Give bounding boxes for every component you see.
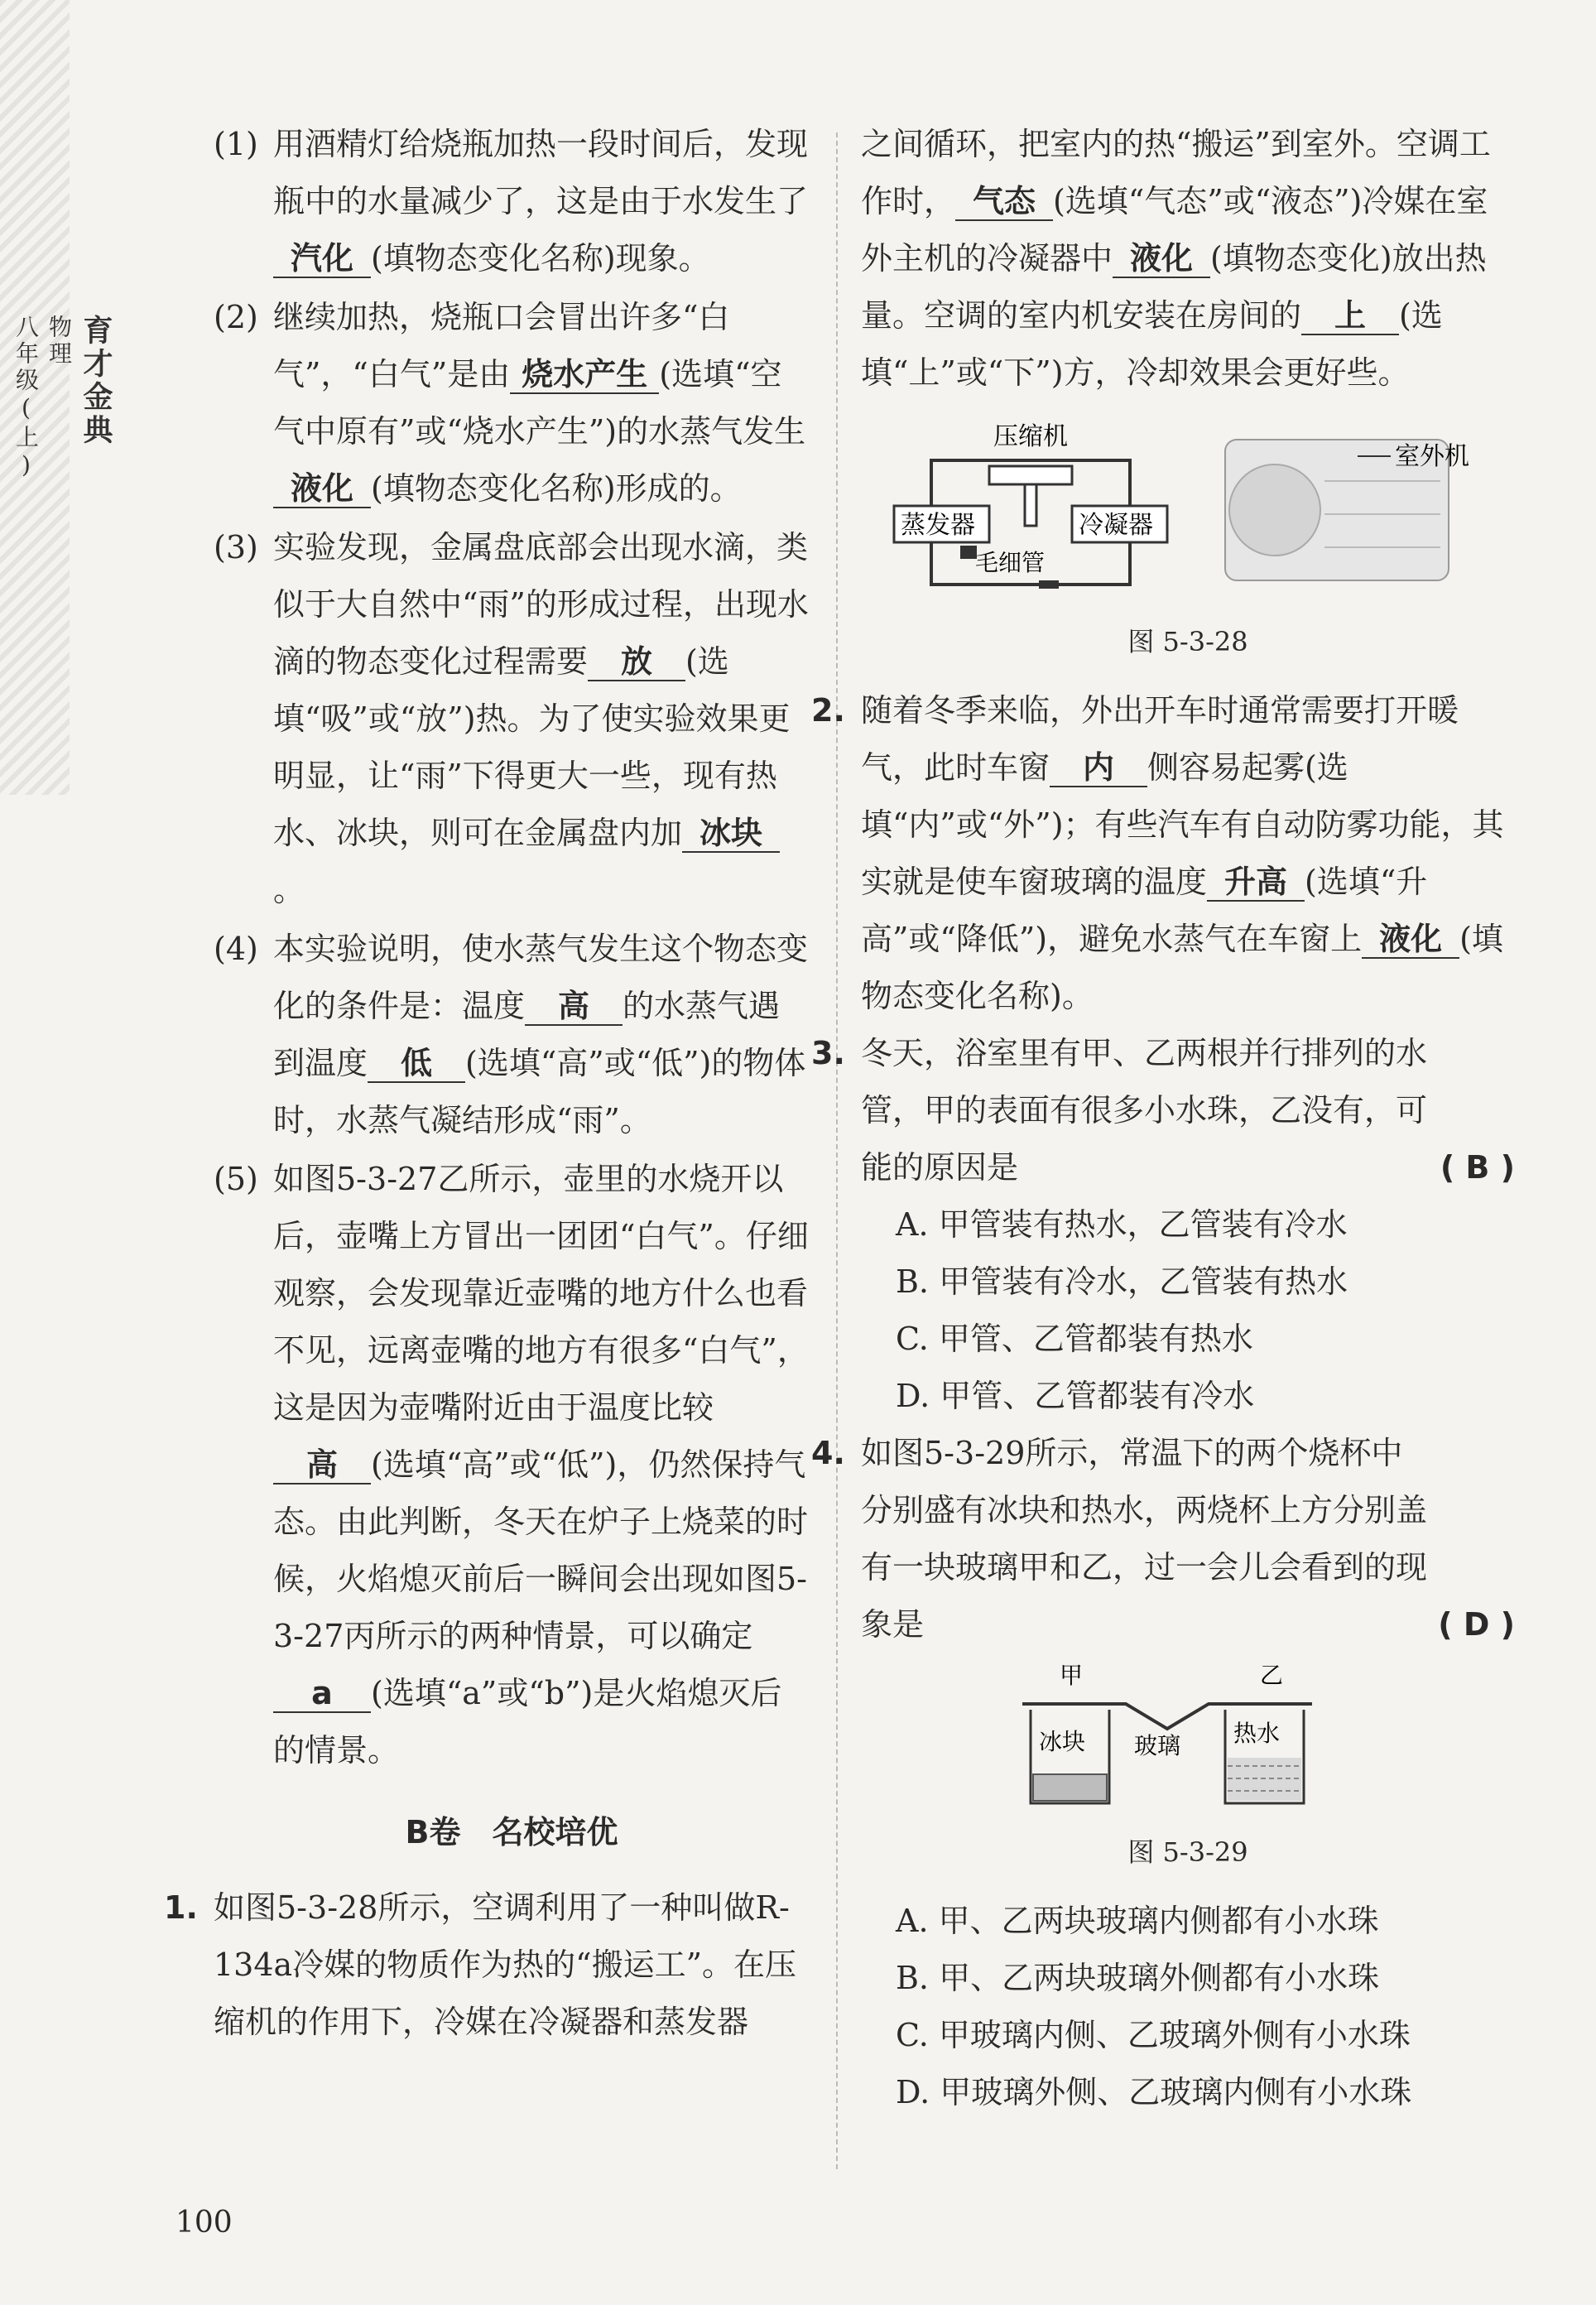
- answer-blank: 低: [368, 1045, 465, 1083]
- item-2: (2) 继续加热，烧瓶口会冒出许多“白气”，“白气”是由 烧水产生 (选填“空气中原有”或“烧水产生”)的水蒸气发生液化 (填物态变化名称)形成的。: [214, 299, 806, 507]
- glass-label: 玻璃: [1134, 1732, 1181, 1759]
- question-3: 3. 冬天，浴室里有甲、乙两根并行排列的水管，甲的表面有很多小水珠，乙没有，可能的原因是 ( B ): [861, 1025, 1515, 1196]
- figure-caption-29: 图 5-3-29: [1127, 1836, 1248, 1868]
- answer-choice: ( B ): [1440, 1149, 1515, 1186]
- compressor-label: 压缩机: [993, 422, 1068, 451]
- figure-5-3-29: [861, 1658, 1515, 1816]
- option-a: A. 甲管装有热水，乙管装有冷水: [896, 1206, 1348, 1243]
- glass-yi-label: 乙: [1260, 1662, 1284, 1689]
- answer-blank: 内: [1050, 749, 1147, 787]
- answer-blank: 高: [273, 1446, 371, 1485]
- brand-title: 育才金典: [79, 315, 113, 447]
- item-4: (4) 本实验说明，使水蒸气发生这个物态变化的条件是：温度 高 的水蒸气遇到温度 低 (选填“高”或“低”)的物体时，水蒸气凝结形成“雨”。: [214, 931, 809, 1138]
- question-1-continued: 之间循环，把室内的热“搬运”到室外。空调工作时， 气态 (选填“气态”或“液态”)冷媒在室外主机的冷凝器中 液化 (填物态变化)放出热量。空调的室内机安装在房间的 上 (选填“上”或“下”)方，冷却效果会更好些。: [861, 126, 1491, 391]
- right-column: [811, 116, 1515, 2121]
- answer-blank: 升高: [1207, 864, 1305, 902]
- answer-blank: 液化: [1362, 921, 1459, 959]
- valve-mark: [1039, 580, 1059, 589]
- answer-blank: 上: [1301, 297, 1399, 335]
- glass-jia-label: 甲: [1060, 1662, 1084, 1689]
- answer-blank: a: [273, 1675, 371, 1713]
- answer-blank: 冰块: [682, 815, 780, 853]
- option-b: B. 甲、乙两块玻璃外侧都有小水珠: [896, 1960, 1380, 1996]
- ice-label: 冰块: [1039, 1728, 1086, 1755]
- question-1: 1. 如图5-3-28所示，空调利用了一种叫做R-134a冷媒的物质作为热的“搬运工”。在压缩机的作用下，冷媒在冷凝器和蒸发器: [164, 1889, 797, 2040]
- item-3: (3) 实验发现，金属盘底部会出现水滴，类似于大自然中“雨”的形成过程，出现水滴的物态变化过程需要 放 (选填“吸”或“放”)热。为了使实验效果更明显，让“雨”下得更大一些，现有热水、冰块，则可在金属盘内加 冰块。: [214, 529, 809, 908]
- answer-blank: 气态: [955, 183, 1053, 221]
- sidebar: [12, 315, 118, 500]
- option-c: C. 甲管、乙管都装有热水: [896, 1321, 1253, 1357]
- option-a: A. 甲、乙两块玻璃内侧都有小水珠: [896, 1903, 1379, 1939]
- ice-cubes: [1033, 1774, 1107, 1801]
- grade-label: 八年级(上): [12, 315, 40, 482]
- option-c: C. 甲玻璃内侧、乙玻璃外侧有小水珠: [896, 2017, 1411, 2053]
- answer-choice: ( D ): [1438, 1606, 1515, 1643]
- subject-label: 物理: [46, 315, 73, 368]
- compressor-box: [989, 466, 1072, 484]
- capillary-label: 毛细管: [975, 549, 1046, 576]
- compressor-piston: [1025, 484, 1036, 526]
- option-b: B. 甲管装有冷水，乙管装有热水: [896, 1263, 1348, 1300]
- answer-blank: 液化: [1113, 240, 1210, 278]
- left-column: [164, 116, 810, 2051]
- option-d: D. 甲玻璃外侧、乙玻璃内侧有小水珠: [896, 2074, 1412, 2110]
- question-4: 4. 如图5-3-29所示，常温下的两个烧杯中分别盛有冰块和热水，两烧杯上方分别盖有一块玻璃甲和乙，过一会儿会看到的现象是 ( D ): [861, 1425, 1515, 1653]
- answer-blank: 烧水产生: [510, 356, 659, 394]
- fan-grille: [1229, 464, 1320, 556]
- hot-water-label: 热水: [1233, 1720, 1281, 1747]
- figure-5-3-28: [861, 415, 1515, 605]
- capillary-mark: [960, 546, 977, 559]
- section-title: B卷 名校培优: [405, 1814, 618, 1850]
- figure-caption-28: 图 5-3-28: [1127, 626, 1248, 657]
- answer-blank: 液化: [273, 470, 371, 508]
- answer-blank: 汽化: [273, 240, 371, 278]
- answer-blank: 放: [588, 643, 685, 681]
- item-5: (5) 如图5-3-27乙所示，壶里的水烧开以后，壶嘴上方冒出一团团“白气”。仔细观察，会发现靠近壶嘴的地方什么也看不见，远离壶嘴的地方有很多“白气”，这是因为壶嘴附近由于温度比较高 (选填“高”或“低”)，仍然保持气态。由此判断，冬天在炉子上烧菜的时候，火焰熄灭前后一瞬间会出现如图5-3-27丙所示的两种情景，可以确定a (选填“a”或“b”)是火焰熄灭后的情景。: [214, 1161, 809, 1768]
- question-2: 2. 随着冬季来临，外出开车时通常需要打开暖气，此时车窗 内 侧容易起雾(选填“内”或“外”)；有些汽车有自动防雾功能，其实就是使车窗玻璃的温度 升高 (选填“升高”或“降低”)，避免水蒸气在车窗上 液化 (填物态变化名称)。: [811, 692, 1504, 1014]
- option-d: D. 甲管、乙管都装有冷水: [896, 1378, 1255, 1414]
- outdoor-unit-label: 室外机: [1395, 442, 1469, 471]
- condenser-label: 冷凝器: [1079, 511, 1153, 540]
- item-1: (1) 用酒精灯给烧瓶加热一段时间后，发现瓶中的水量减少了，这是由于水发生了汽化 (填物态变化名称)现象。: [214, 126, 809, 277]
- answer-blank: 高: [525, 988, 623, 1026]
- column-divider: [836, 132, 838, 2169]
- evaporator-label: 蒸发器: [901, 511, 975, 540]
- page-number: 100: [175, 2206, 233, 2240]
